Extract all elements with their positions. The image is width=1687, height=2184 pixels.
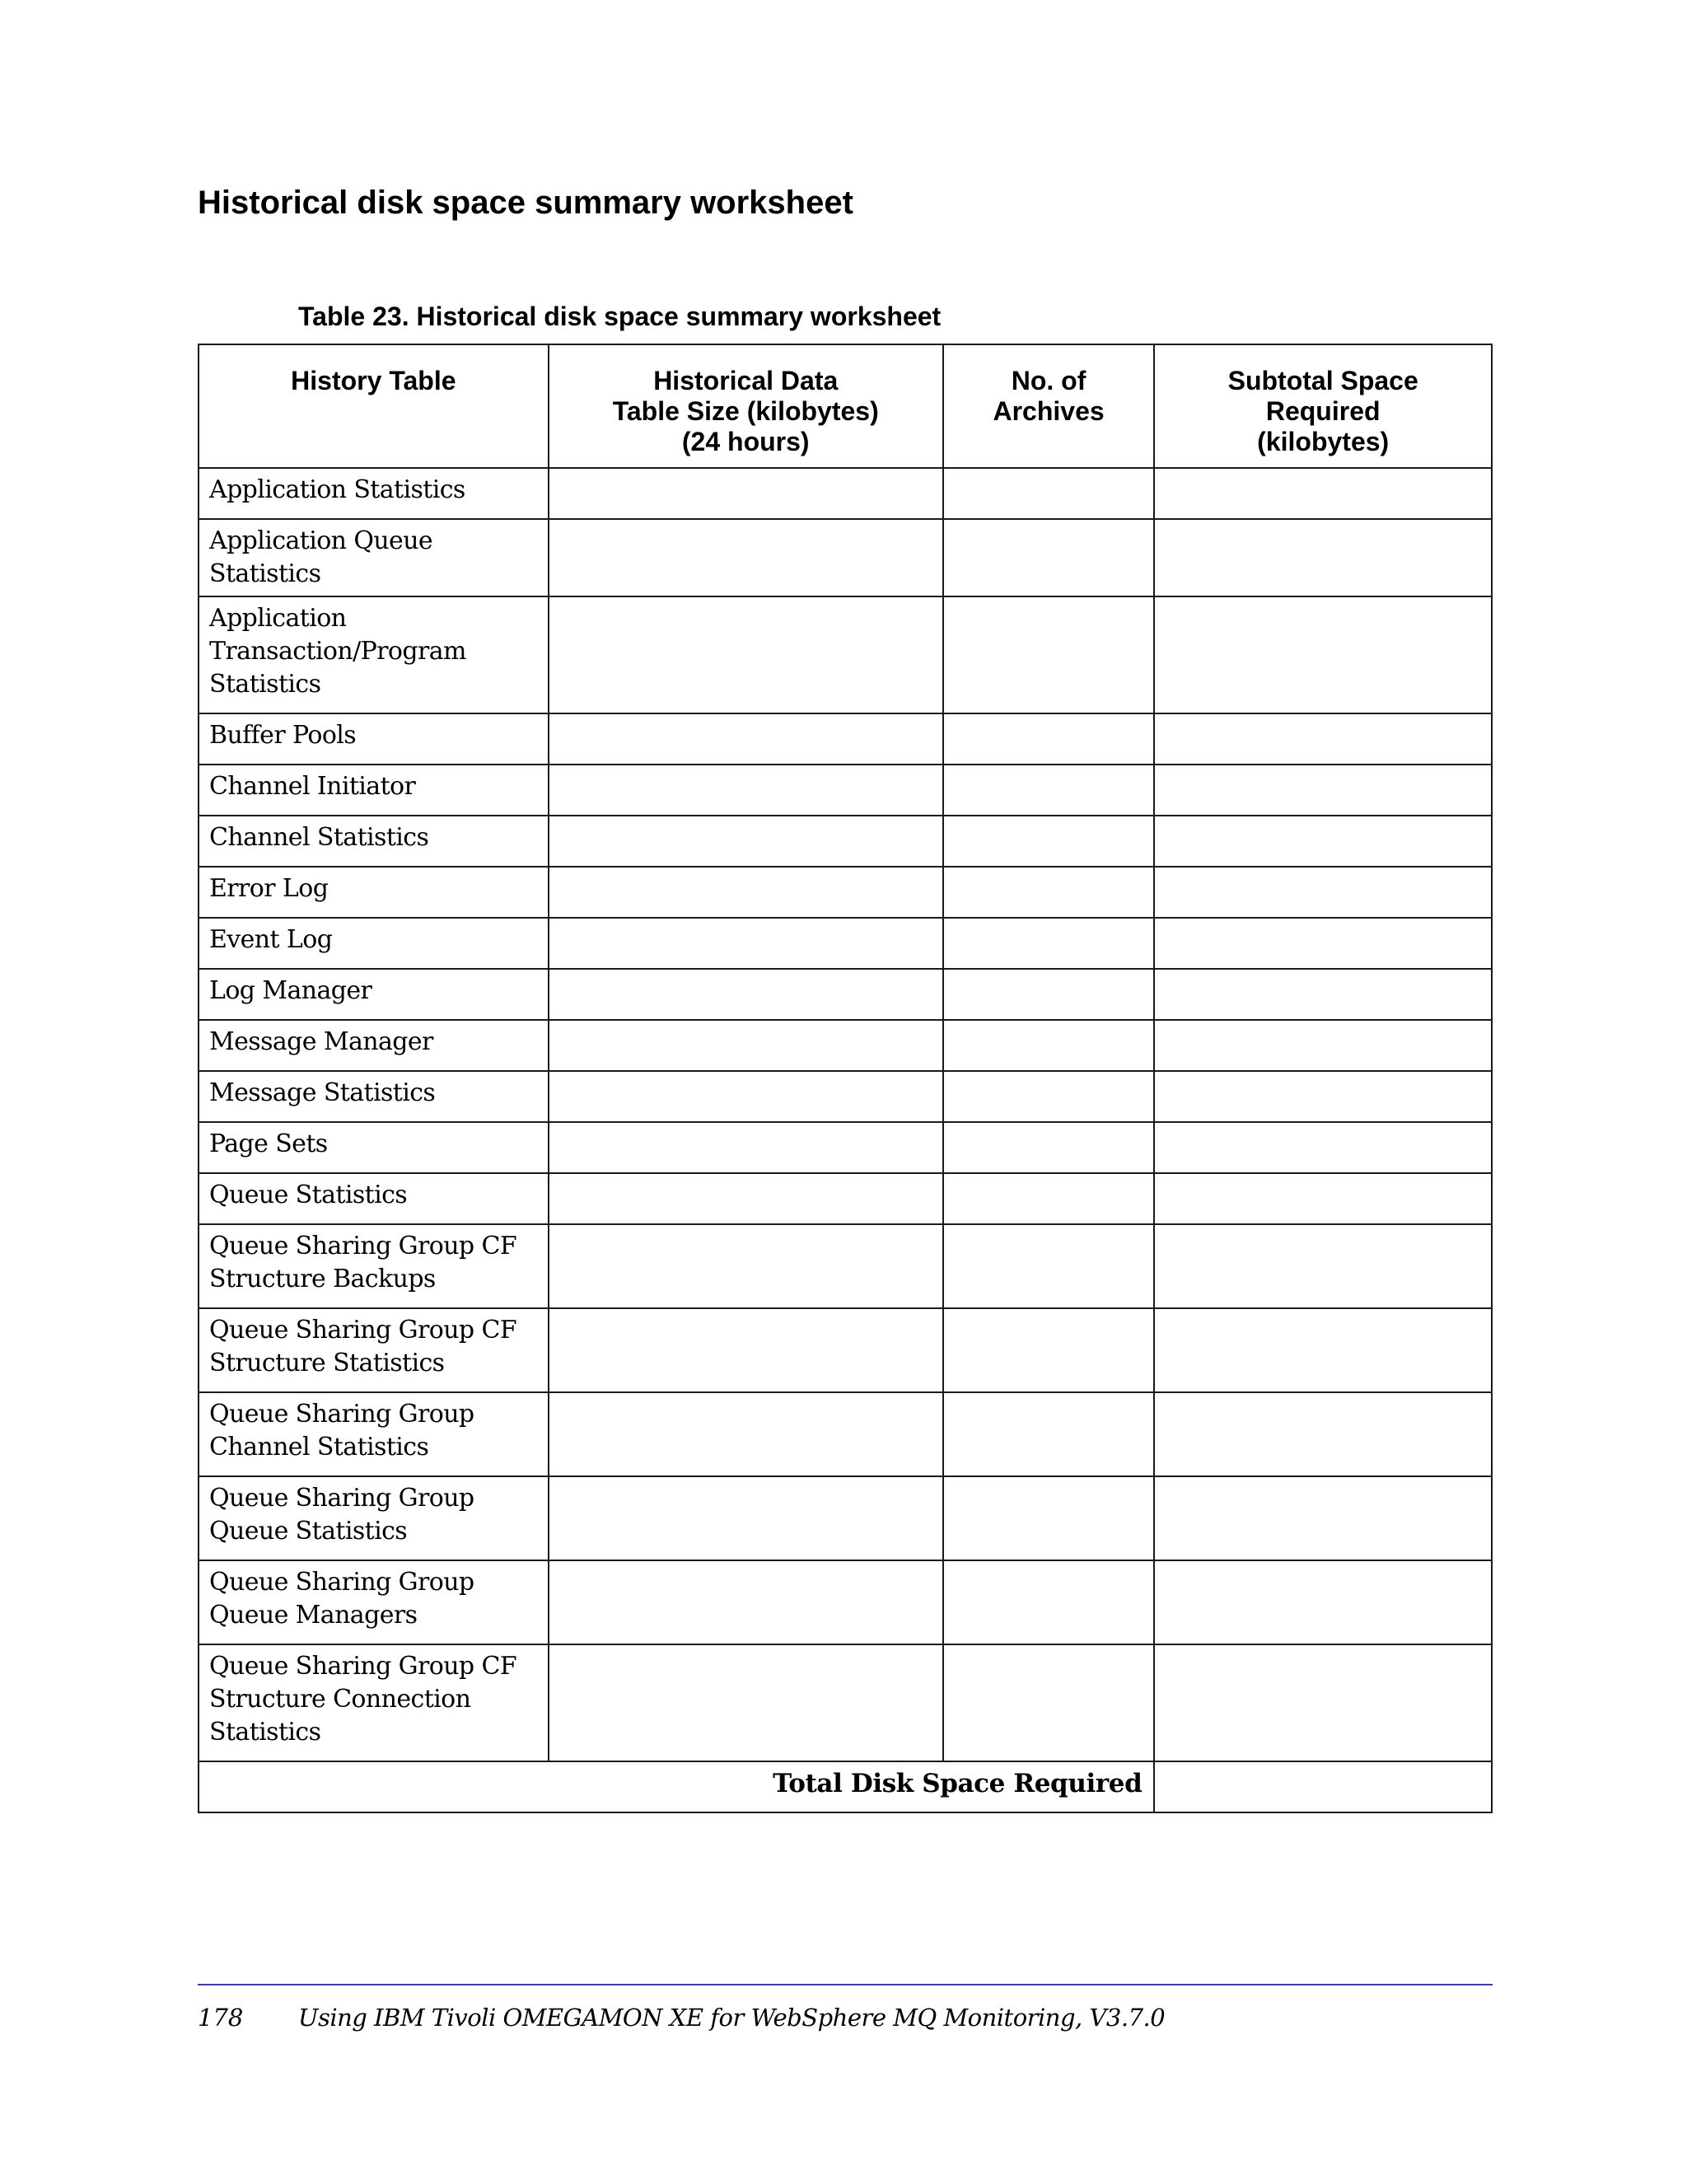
- archives-cell: [943, 1476, 1155, 1560]
- subtotal-cell: [1154, 1122, 1492, 1173]
- subtotal-cell: [1154, 765, 1492, 816]
- history-table-name-line: Queue Statistics: [209, 1517, 408, 1546]
- history-table-name: [199, 1020, 549, 1071]
- table-row: [199, 1020, 1492, 1071]
- subtotal-cell: [1154, 596, 1492, 713]
- table-row: [199, 519, 1492, 596]
- subtotal-cell: [1154, 468, 1492, 519]
- table-size-cell: [549, 519, 943, 596]
- table-size-cell: [549, 1560, 943, 1644]
- subtotal-cell: [1154, 1392, 1492, 1476]
- history-table-name-line: Log Manager: [209, 976, 372, 1005]
- header-line: (kilobytes): [1257, 427, 1390, 456]
- archives-cell: [943, 765, 1155, 816]
- table-row: [199, 596, 1492, 713]
- history-table-name-line: Channel Statistics: [209, 1433, 429, 1461]
- history-table-name-line: Queue Sharing Group: [209, 1568, 474, 1597]
- history-table-name-line: Queue Statistics: [209, 1181, 408, 1209]
- history-table-name: [199, 1173, 549, 1224]
- table-row: [199, 1071, 1492, 1122]
- history-table-name: [199, 765, 549, 816]
- history-table-name: [199, 1308, 549, 1392]
- history-table-name-line: Channel Statistics: [209, 823, 429, 852]
- table-row: [199, 1122, 1492, 1173]
- table-size-cell: [549, 969, 943, 1020]
- history-table-name: [199, 918, 549, 969]
- archives-cell: [943, 816, 1155, 867]
- history-table-name: [199, 519, 549, 596]
- table-size-cell: [549, 1020, 943, 1071]
- history-table-name-line: Structure Statistics: [209, 1349, 445, 1377]
- subtotal-cell: [1154, 1071, 1492, 1122]
- subtotal-cell: [1154, 519, 1492, 596]
- subtotal-cell: [1154, 1224, 1492, 1308]
- header-subtotal-space: [1154, 344, 1492, 468]
- history-table-name-line: Error Log: [209, 874, 329, 903]
- archives-cell: [943, 1392, 1155, 1476]
- archives-cell: [943, 969, 1155, 1020]
- history-table-name: [199, 1644, 549, 1761]
- table-row: [199, 1224, 1492, 1308]
- table-size-cell: [549, 765, 943, 816]
- history-table-name: [199, 1122, 549, 1173]
- archives-cell: [943, 468, 1155, 519]
- subtotal-cell: [1154, 1644, 1492, 1761]
- table-row: [199, 1560, 1492, 1644]
- history-table-name: [199, 596, 549, 713]
- table-row: [199, 1173, 1492, 1224]
- archives-cell: [943, 1308, 1155, 1392]
- archives-cell: [943, 519, 1155, 596]
- history-table-name: [199, 816, 549, 867]
- table-size-cell: [549, 1224, 943, 1308]
- history-table-name-line: Message Manager: [209, 1027, 433, 1056]
- table-size-cell: [549, 1122, 943, 1173]
- subtotal-cell: [1154, 867, 1492, 918]
- subtotal-cell: [1154, 1308, 1492, 1392]
- table-size-cell: [549, 1071, 943, 1122]
- table-row: [199, 1308, 1492, 1392]
- history-table-name: [199, 969, 549, 1020]
- header-line: History Table: [291, 366, 456, 395]
- history-table-name-line: Queue Sharing Group: [209, 1400, 474, 1429]
- history-table-name-line: Application Statistics: [209, 475, 465, 504]
- footer-book-title: Using IBM Tivoli OMEGAMON XE for WebSphere MQ Monitoring, V3.7.0: [298, 2004, 1166, 2032]
- archives-cell: [943, 596, 1155, 713]
- table-row: [199, 713, 1492, 765]
- table-size-cell: [549, 1308, 943, 1392]
- table-size-cell: [549, 1476, 943, 1560]
- total-disk-space-cell: [1154, 1761, 1492, 1812]
- disk-space-worksheet-table: [198, 344, 1493, 1813]
- archives-cell: [943, 1560, 1155, 1644]
- history-table-name-line: Structure Backups: [209, 1265, 436, 1293]
- subtotal-cell: [1154, 1173, 1492, 1224]
- section-heading: Historical disk space summary worksheet: [198, 185, 853, 221]
- history-table-name: [199, 867, 549, 918]
- history-table-name-line: Message Statistics: [209, 1078, 436, 1107]
- archives-cell: [943, 1071, 1155, 1122]
- table-body: [199, 468, 1492, 1761]
- table-size-cell: [549, 596, 943, 713]
- header-line: No. of: [1011, 366, 1087, 395]
- history-table-name-line: Queue Sharing Group: [209, 1484, 474, 1513]
- subtotal-cell: [1154, 1560, 1492, 1644]
- table-header-row: [199, 344, 1492, 468]
- archives-cell: [943, 1644, 1155, 1761]
- history-table-name-line: Transaction/Program: [209, 637, 466, 666]
- subtotal-cell: [1154, 816, 1492, 867]
- table-size-cell: [549, 713, 943, 765]
- history-table-name-line: Buffer Pools: [209, 721, 357, 750]
- history-table-name: [199, 1071, 549, 1122]
- history-table-name-line: Channel Initiator: [209, 772, 416, 801]
- history-table-name-line: Event Log: [209, 925, 333, 954]
- subtotal-cell: [1154, 918, 1492, 969]
- table-caption: Table 23. Historical disk space summary worksheet: [298, 302, 942, 331]
- table-row: [199, 1476, 1492, 1560]
- archives-cell: [943, 1224, 1155, 1308]
- subtotal-cell: [1154, 1476, 1492, 1560]
- header-line: Archives: [993, 396, 1105, 426]
- history-table-name-line: Statistics: [209, 1718, 321, 1747]
- history-table-name-line: Page Sets: [209, 1129, 328, 1158]
- history-table-name: [199, 468, 549, 519]
- archives-cell: [943, 1173, 1155, 1224]
- header-line: Subtotal Space: [1227, 366, 1418, 395]
- history-table-name: [199, 713, 549, 765]
- header-line: (24 hours): [681, 427, 810, 456]
- history-table-name-line: Queue Sharing Group CF: [209, 1316, 517, 1345]
- archives-cell: [943, 867, 1155, 918]
- table-size-cell: [549, 816, 943, 867]
- archives-cell: [943, 1020, 1155, 1071]
- subtotal-cell: [1154, 1020, 1492, 1071]
- table-row: [199, 867, 1492, 918]
- table-row: [199, 1392, 1492, 1476]
- total-disk-space-label: Total Disk Space Required: [199, 1761, 1154, 1812]
- history-table-name-line: Structure Connection: [209, 1685, 471, 1714]
- history-table-name: [199, 1560, 549, 1644]
- table-size-cell: [549, 1644, 943, 1761]
- subtotal-cell: [1154, 969, 1492, 1020]
- table-row: [199, 969, 1492, 1020]
- subtotal-cell: [1154, 713, 1492, 765]
- table-row: [199, 765, 1492, 816]
- header-number-of-archives: [943, 344, 1155, 468]
- footer-rule: [198, 1984, 1493, 1985]
- archives-cell: [943, 713, 1155, 765]
- history-table-name-line: Queue Sharing Group CF: [209, 1232, 517, 1260]
- table-size-cell: [549, 468, 943, 519]
- table-size-cell: [549, 918, 943, 969]
- table-size-cell: [549, 867, 943, 918]
- history-table-name-line: Queue Sharing Group CF: [209, 1652, 517, 1681]
- header-historical-data-size: [549, 344, 943, 468]
- history-table-name: [199, 1224, 549, 1308]
- history-table-name-line: Application Queue Statistics: [209, 526, 433, 588]
- archives-cell: [943, 918, 1155, 969]
- history-table-name: [199, 1392, 549, 1476]
- history-table-name-line: Queue Managers: [209, 1601, 418, 1630]
- table-size-cell: [549, 1173, 943, 1224]
- history-table-name-line: Application: [209, 604, 347, 633]
- header-line: Required: [1265, 396, 1381, 426]
- archives-cell: [943, 1122, 1155, 1173]
- header-history-table: [199, 344, 549, 468]
- history-table-name: [199, 1476, 549, 1560]
- table-size-cell: [549, 1392, 943, 1476]
- table-row: [199, 918, 1492, 969]
- footer-page-number: 178: [198, 2004, 244, 2032]
- table-row: [199, 1644, 1492, 1761]
- history-table-name-line: Statistics: [209, 670, 321, 699]
- table-row: [199, 468, 1492, 519]
- total-row: [199, 1761, 1492, 1812]
- table-row: [199, 816, 1492, 867]
- header-line: Historical Data: [653, 366, 839, 395]
- header-line: Table Size (kilobytes): [612, 396, 879, 426]
